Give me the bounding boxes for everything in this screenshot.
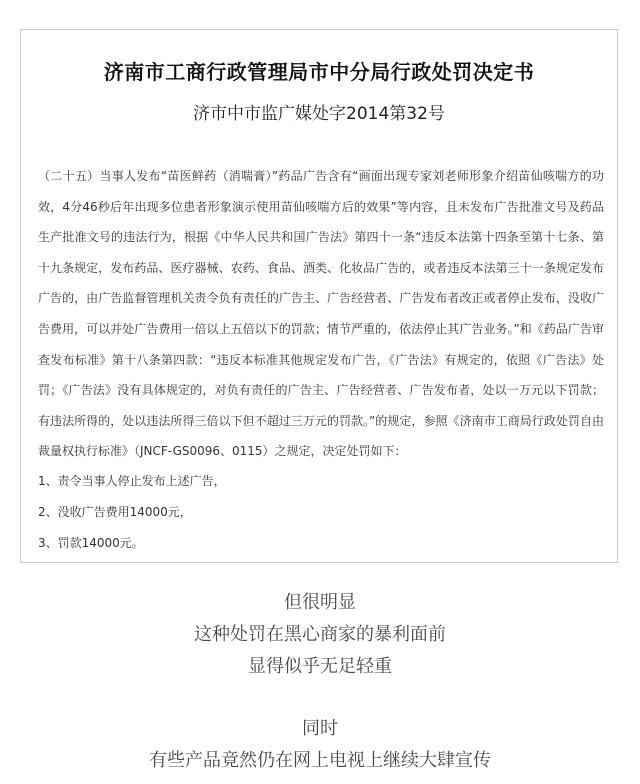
document-body-paragraph: （二十五）当事人发布“苗医鲜药（消喘膏）”药品广告含有“画面出现专家刘老师形象介绍苗仙咳喘方的功效，4分46秒后年出现多位患者形象演示使用苗仙咳喘方后的效果”等内容，且未发布广告批准文号及药品生产批准文号的违法行为，根据《中华人民共和国广告法》第四十一条“违反本法第十四条至第十七条、第十九条规定，发布药品、医疗器械、农药、食品、酒类、化妆品广告的，或者违反本法第三十一条规定发布广告的，由广告监督管理机关责令负有责任的广告主、广告经营者、广告发布者改正或者停止发布，没收广告费用，可以并处广告费用一倍以上五倍以下的罚款；情节严重的，依法停止其广告业务。”和《药品广告审查发布标准》第十八条第四款：“违反本标准其他规定发布广告，《广告法》有规定的，依照《广告法》处罚；《广告法》没有具体规定的，对负有责任的广告主、广告经营者、广告发布者，处以一万元以下罚款；有违法所得的，处以违法所得三倍以下但不超过三万元的罚款。”的规定，参照《济南市工商局行政处罚自由裁量权执行标准》（JNCF-GS0096、0115）之规定，决定处罚如下：	[38, 169, 604, 459]
caption-line-1: 但很明显	[284, 592, 356, 613]
caption-line-5: 有些产品竟然仍在网上电视上继续大肆宣传	[149, 750, 491, 771]
penalty-item-2: 2、没收广告费用14000元，	[38, 505, 192, 519]
penalty-decision-document	[20, 29, 618, 563]
caption-line-3: 显得似乎无足轻重	[248, 656, 392, 677]
penalty-item-1: 1、责令当事人停止发布上述广告，	[38, 474, 226, 488]
caption-line-4: 同时	[302, 718, 338, 739]
penalty-item-3: 3、罚款14000元。	[38, 536, 144, 550]
document-title: 济南市工商行政管理局市中分局行政处罚决定书	[103, 60, 535, 84]
document-number: 济市中市监广媒处字2014第32号	[193, 104, 445, 124]
caption-line-2: 这种处罚在黑心商家的暴利面前	[194, 624, 446, 645]
